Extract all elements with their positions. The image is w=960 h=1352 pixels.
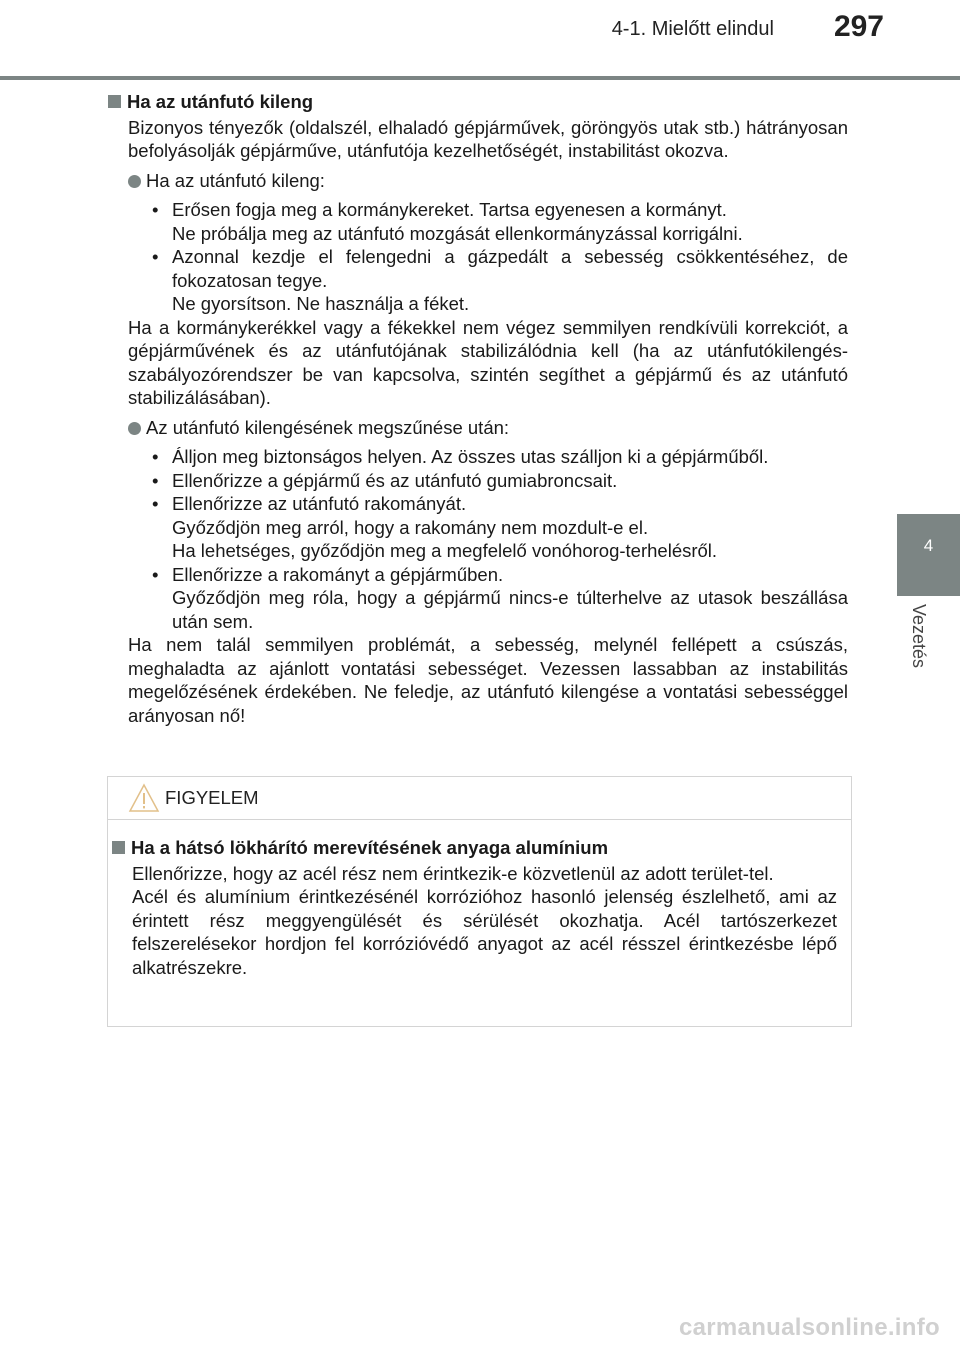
- list-item: [172, 445, 848, 469]
- list-item-line: • Ellenőrizze a rakományt a gépjárműben.: [172, 563, 504, 585]
- list-item: [172, 245, 848, 316]
- list-item: [172, 563, 848, 634]
- page-number: 297: [833, 10, 884, 43]
- header-rule: [0, 76, 960, 80]
- section-title: 4-1. Mielőtt elindul: [611, 18, 774, 40]
- warning-label: FIGYELEM: [165, 787, 259, 808]
- warning-heading: [112, 836, 837, 860]
- instruction-list: [108, 445, 848, 633]
- section-heading-text: Ha az utánfutó kileng: [127, 91, 314, 112]
- warning-paragraph: Acél és alumínium érintkezésénél korrózióhoz hasonló jelenség észlelhető, ami az érintett rész meggyengülését és sérülését okozhatja. Acél tartószerkezet felszerelésekor hordjon fel korrózióvédő anyagot az acél résszel érintkezésbe lépő alkatrészekre.: [132, 886, 837, 978]
- case-title: [128, 169, 848, 193]
- warning-box: [107, 776, 852, 1027]
- case-title: [128, 416, 848, 440]
- list-item-line: • Álljon meg biztonságos helyen. Az összes utas szálljon ki a gépjárműből.: [172, 446, 769, 467]
- section-heading: [108, 90, 848, 114]
- warning-header: [108, 777, 851, 820]
- list-item: [172, 469, 848, 493]
- circle-bullet-icon: [128, 422, 141, 435]
- square-bullet-icon: [112, 841, 125, 854]
- list-item-line: • Azonnal kezdje el felengedni a gázpedált a sebesség csökkentéséhez, de fokozatosan tegye.: [172, 246, 848, 291]
- list-item-line: Ne gyorsítson. Ne használja a féket.: [172, 293, 470, 314]
- note-paragraph: Ha a kormánykerékkel vagy a fékekkel nem végez semmilyen rendkívüli korrekciót, a gépjárművének és az utánfutójának stabilizálódnia kell (ha az utánfutókilengés-szabályozórendszer be van kapcsolva, szintén segíthet a gépjármű és az utánfutó stabilizálásában).: [128, 316, 848, 408]
- circle-bullet-icon: [128, 175, 141, 188]
- case-title-text: Ha az utánfutó kileng:: [146, 169, 325, 191]
- list-item-line: • Ellenőrizze a gépjármű és az utánfutó gumiabroncsait.: [172, 469, 618, 491]
- list-item-line: Ha lehetséges, győződjön meg a megfelelő vonóhorog-terhelésről.: [172, 540, 718, 561]
- list-item-line: Ne próbálja meg az utánfutó mozgását ellenkormányzással korrigálni.: [172, 222, 743, 244]
- chapter-tab[interactable]: 4: [897, 514, 960, 596]
- list-item-line: • Erősen fogja meg a kormánykereket. Tartsa egyenesen a kormányt.: [172, 199, 727, 220]
- warning-body: [108, 820, 851, 979]
- case-title-text: Az utánfutó kilengésének megszűnése után:: [146, 416, 510, 438]
- list-item: [172, 198, 848, 245]
- square-bullet-icon: [108, 95, 121, 108]
- warning-triangle-icon: [128, 783, 160, 818]
- list-item-line: • Ellenőrizze az utánfutó rakományát.: [172, 493, 467, 514]
- intro-paragraph: Bizonyos tényezők (oldalszél, elhaladó gépjárművek, göröngyös utak stb.) hátrányosan befolyásolják gépjárműve, utánfutója kezelhetőségét, instabilitást okozva.: [128, 116, 848, 161]
- list-item-line: Győződjön meg róla, hogy a gépjármű nincs-e túlterhelve az utasok beszállása után sem.: [172, 587, 848, 632]
- instruction-list: [108, 198, 848, 316]
- main-content: [108, 90, 848, 727]
- watermark: carmanualsonline.info: [678, 1314, 940, 1341]
- warning-paragraph: Ellenőrizze, hogy az acél rész nem érintkezik-e közvetlenül az adott terület-tel.: [132, 862, 774, 884]
- warning-heading-text: Ha a hátsó lökhárító merevítésének anyaga alumínium: [131, 837, 609, 858]
- chapter-label: Vezetés: [909, 604, 929, 669]
- list-item-line: Győződjön meg arról, hogy a rakomány nem mozdult-e el.: [172, 516, 649, 538]
- note-paragraph: Ha nem talál semmilyen problémát, a sebesség, melynél fellépett a csúszás, meghaladta az ajánlott vontatási sebességet. Vezessen lassabban az instabilitás megelőzésének érdekében. Ne feledje, az utánfutó kilengése a vontatási sebességgel arányosan nő!: [128, 634, 848, 726]
- list-item: [172, 492, 848, 563]
